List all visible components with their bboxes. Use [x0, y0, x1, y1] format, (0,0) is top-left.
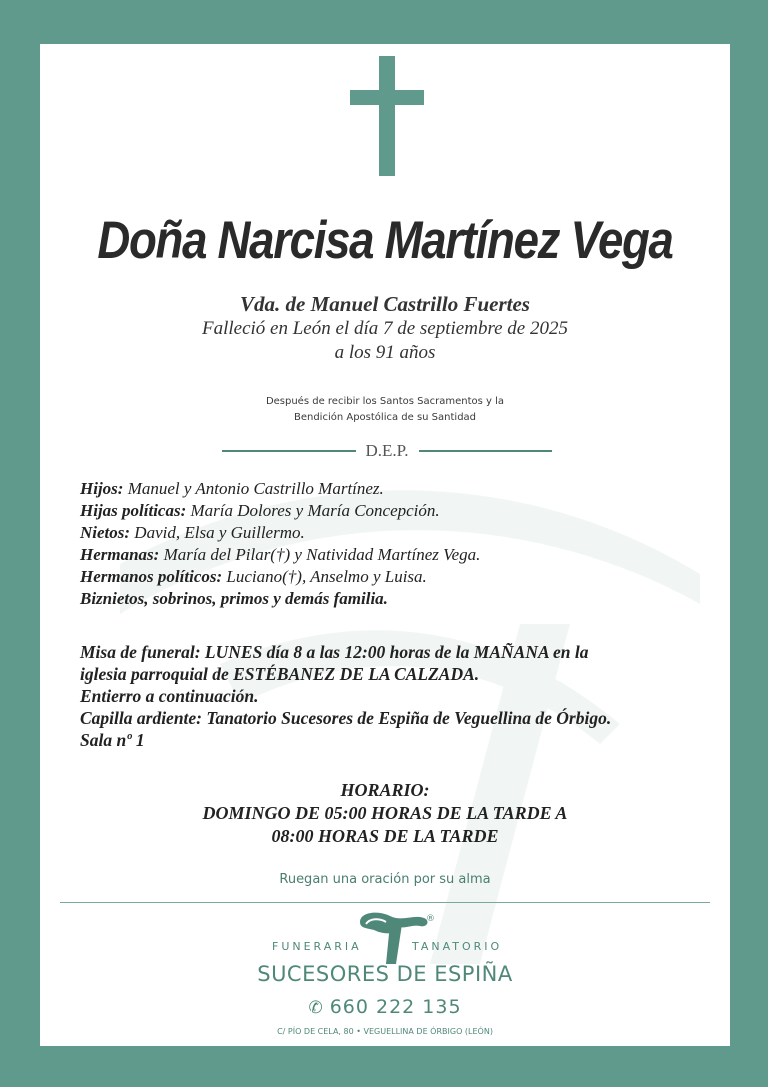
- cross-icon: [350, 56, 424, 176]
- schedule-title: HORARIO:: [340, 780, 430, 800]
- family-row: Hijos: Manuel y Antonio Castrillo Martínez.: [80, 479, 384, 498]
- family-list: [80, 478, 720, 610]
- death-date-line: Falleció en León el día 7 de septiembre de 2025: [201, 318, 568, 339]
- funeral-home-logo-icon: [356, 908, 432, 966]
- schedule-line-2: 08:00 HORAS DE LA TARDE: [271, 826, 499, 846]
- family-row: Hijas políticas: María Dolores y María Concepción.: [80, 501, 440, 520]
- funeral-details: [80, 641, 720, 751]
- family-row: Hermanos políticos: Luciano(†), Anselmo y Luisa.: [80, 567, 427, 586]
- age-line: a los 91 años: [334, 342, 436, 363]
- family-row: Nietos: David, Elsa y Guillermo.: [80, 523, 305, 542]
- dep-divider: [222, 439, 552, 463]
- sacraments-line-1: Después de recibir los Santos Sacramentos y la: [265, 396, 505, 407]
- funeral-line: Entierro a continuación.: [80, 686, 259, 706]
- brand-funeraria: FUNERARIA: [272, 940, 362, 953]
- funeral-line: iglesia parroquial de ESTÉBANEZ DE LA CALZADA.: [80, 664, 480, 684]
- company-name: SUCESORES DE ESPIÑA: [257, 962, 513, 986]
- divider-rule-left: [222, 450, 356, 452]
- sacraments-text: [40, 394, 730, 426]
- footer-divider: [60, 902, 710, 903]
- widow-line: Vda. de Manuel Castrillo Fuertes: [240, 292, 530, 316]
- family-rest: Biznietos, sobrinos, primos y demás familia.: [80, 589, 388, 608]
- funeral-line: Misa de funeral: LUNES día 8 a las 12:00 horas de la MAÑANA en la: [80, 642, 589, 662]
- deceased-name: Doña Narcisa Martínez Vega: [97, 211, 673, 270]
- obituary-sheet: [40, 44, 730, 1046]
- phone-number: [40, 996, 730, 1018]
- funeral-line: Capilla ardiente: Tanatorio Sucesores de Espiña de Veguellina de Órbigo.: [80, 708, 612, 728]
- phone-icon: ✆: [308, 998, 324, 1018]
- registered-mark: ®: [426, 914, 435, 924]
- sacraments-line-2: Bendición Apostólica de su Santidad: [293, 412, 477, 423]
- family-row: Hermanas: María del Pilar(†) y Natividad Martínez Vega.: [80, 545, 481, 564]
- schedule-block: [40, 779, 730, 848]
- phone-digits: 660 222 135: [329, 996, 462, 1018]
- prayer-request: Ruegan una oración por su alma: [279, 872, 491, 887]
- dep-text: D.E.P.: [365, 441, 409, 460]
- funeral-line: Sala nº 1: [80, 730, 145, 750]
- company-address: C/ PÍO DE CELA, 80 • VEGUELLINA DE ÓRBIGO (LEÓN): [277, 1027, 493, 1036]
- divider-rule-right: [419, 450, 553, 452]
- brand-tanatorio: TANATORIO: [412, 940, 503, 953]
- schedule-line-1: DOMINGO DE 05:00 HORAS DE LA TARDE A: [202, 803, 568, 823]
